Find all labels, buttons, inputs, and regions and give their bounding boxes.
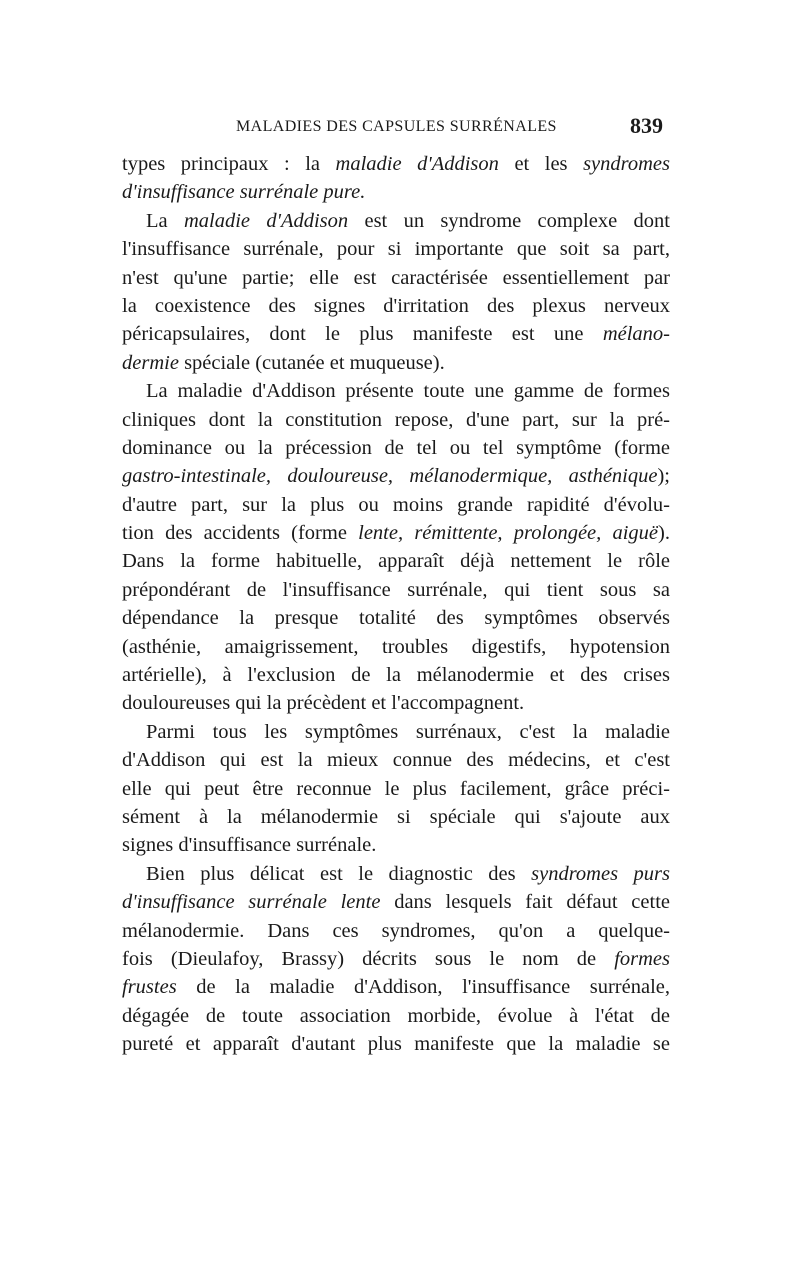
italic-text: maladie d'Addison	[183, 209, 349, 232]
text-segment: types principaux : la	[122, 153, 336, 175]
italic-text: frustes	[122, 976, 177, 999]
text-segment: prépondérant de l'insuffisance surrénale, qui tient sous sa	[122, 578, 670, 601]
text-line	[122, 633, 670, 661]
text-line	[122, 150, 670, 178]
text-line	[122, 860, 670, 888]
body-text	[122, 150, 670, 1059]
italic-text: syndromes purs	[531, 862, 670, 885]
text-line	[122, 491, 670, 519]
text-line	[122, 831, 670, 859]
text-line	[122, 320, 670, 348]
text-line	[122, 576, 670, 604]
text-segment: spéciale (cutanée et muqueuse).	[178, 351, 445, 374]
text-line	[122, 406, 670, 434]
text-line	[122, 746, 670, 774]
italic-text: formes	[614, 947, 670, 970]
text-segment: dans lesquels fait défaut cette	[380, 891, 670, 914]
italic-text: syndromes	[583, 153, 670, 175]
text-segment: signes d'insuffisance surrénale.	[122, 834, 377, 857]
italic-text: d'insuffisance surrénale pure.	[122, 181, 366, 204]
text-segment: d'Addison qui est la mieux connue des médecins, et c'est	[122, 749, 670, 772]
text-segment: est un syndrome complexe dont	[348, 209, 671, 232]
italic-text: dermie	[122, 351, 179, 374]
text-line	[122, 689, 670, 717]
italic-text: lente, rémittente, prolongée, aiguë	[358, 522, 659, 545]
text-line	[122, 604, 670, 632]
text-line	[122, 1002, 670, 1030]
text-segment: pureté et apparaît d'autant plus manifeste que la maladie se	[122, 1033, 670, 1056]
running-header	[0, 113, 800, 140]
text-segment: de la maladie d'Addison, l'insuffisance surrénale,	[176, 976, 670, 999]
text-segment: Parmi tous les symptômes surrénaux, c'est la maladie	[146, 720, 670, 743]
text-segment: dominance ou la précession de tel ou tel symptôme (forme	[122, 436, 670, 459]
text-line	[122, 292, 670, 320]
text-segment: Bien plus délicat est le diagnostic des	[146, 862, 532, 885]
italic-text: maladie d'Addison	[335, 153, 499, 175]
text-line	[122, 547, 670, 575]
text-segment: d'autre part, sur la plus ou moins grande rapidité d'évolu-	[122, 493, 670, 516]
running-title: MALADIES DES CAPSULES SURRÉNALES	[236, 118, 557, 135]
text-line	[122, 888, 670, 916]
text-line	[122, 1030, 670, 1058]
text-segment: );	[657, 465, 670, 488]
italic-text: mélano-	[602, 323, 670, 346]
text-line	[122, 718, 670, 746]
text-segment: La maladie d'Addison présente toute une gamme de formes	[146, 380, 670, 403]
text-segment: péricapsulaires, dont le plus manifeste est une	[122, 323, 603, 346]
text-line	[122, 349, 670, 377]
text-segment: et les	[498, 153, 584, 175]
text-segment: n'est qu'une partie; elle est caractérisée essentiellement par	[122, 266, 670, 289]
text-segment: (asthénie, amaigrissement, troubles digestifs, hypotension	[122, 635, 670, 658]
text-segment: l'insuffisance surrénale, pour si importante que soit sa part,	[122, 238, 670, 261]
text-line	[122, 434, 670, 462]
text-segment: dégagée de toute association morbide, évolue à l'état de	[122, 1004, 670, 1027]
text-line	[122, 462, 670, 490]
text-segment: tion des accidents (forme	[122, 522, 359, 545]
text-segment: artérielle), à l'exclusion de la mélanodermie et des crises	[122, 664, 670, 687]
text-segment: Dans la forme habituelle, apparaît déjà nettement le rôle	[122, 550, 670, 573]
text-line	[122, 945, 670, 973]
text-segment: La	[146, 209, 184, 232]
text-segment: dépendance la presque totalité des symptômes observés	[122, 607, 670, 630]
text-line	[122, 178, 670, 206]
text-line	[122, 973, 670, 1001]
text-segment: cliniques dont la constitution repose, d'une part, sur la pré-	[122, 408, 670, 431]
text-line	[122, 207, 670, 235]
text-segment: sément à la mélanodermie si spéciale qui s'ajoute aux	[122, 805, 670, 828]
text-segment: ).	[658, 522, 670, 545]
text-segment: la coexistence des signes d'irritation des plexus nerveux	[122, 294, 670, 317]
text-line	[122, 661, 670, 689]
text-segment: douloureuses qui la précèdent et l'accompagnent.	[122, 692, 525, 715]
text-line	[122, 917, 670, 945]
page-number: 839	[630, 113, 663, 138]
italic-text: gastro-intestinale, douloureuse, mélanodermique, asthénique	[122, 465, 658, 488]
text-line	[122, 803, 670, 831]
text-line	[122, 775, 670, 803]
italic-text: d'insuffisance surrénale lente	[122, 891, 381, 914]
text-segment: elle qui peut être reconnue le plus facilement, grâce préci-	[122, 777, 670, 800]
text-line	[122, 519, 670, 547]
text-segment: fois (Dieulafoy, Brassy) décrits sous le nom de	[122, 947, 615, 970]
text-line	[122, 235, 670, 263]
text-line	[122, 264, 670, 292]
text-segment: mélanodermie. Dans ces syndromes, qu'on a quelque-	[122, 919, 670, 942]
text-line	[122, 377, 670, 405]
